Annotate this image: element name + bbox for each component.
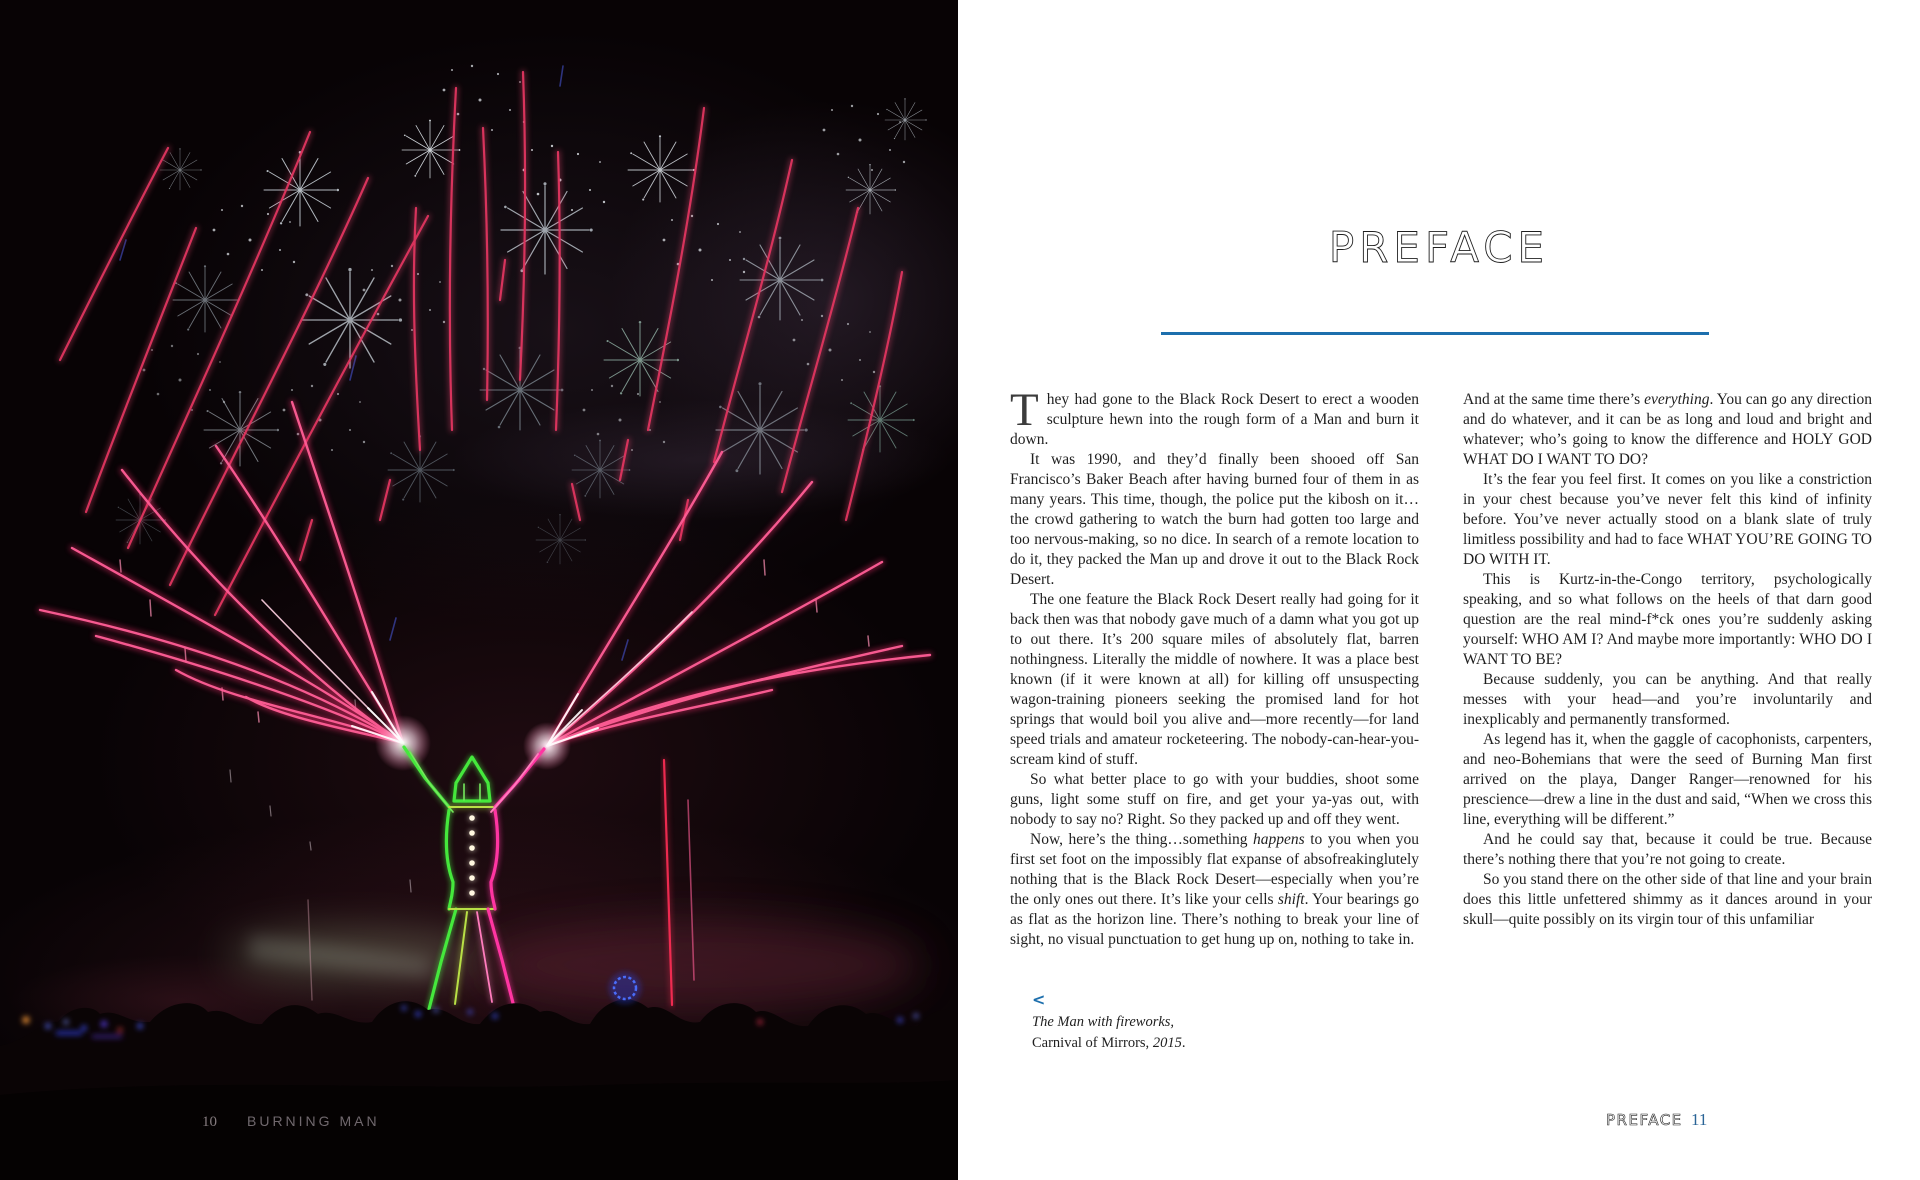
left-running-head: BURNING MAN xyxy=(247,1113,380,1129)
paragraph: Now, here’s the thing…something happens to you when you first set foot on the impossibly flat expanse of absofreakinglutely nothing that is the Black Rock Desert—especially when you’re the only ones out there. It’s like your cells shift. Your bearings go as flat as the horizon line. There’s nothing to break your line of sight, no visual punctuation to get hung up on, nothing to take in. xyxy=(1010,831,1419,948)
left-page-number: 10 xyxy=(202,1114,217,1130)
caption-line: Carnival of Mirrors, 2015. xyxy=(1032,1035,1186,1051)
photo-page xyxy=(0,0,958,1180)
right-page-number: 11 xyxy=(1691,1110,1708,1129)
caption-back-arrow-icon: < xyxy=(1032,990,1046,1009)
text-column-right xyxy=(1463,390,1872,950)
footer-chapter-label: PREFACE xyxy=(1606,1111,1683,1129)
fireworks-man-photo xyxy=(0,0,958,1180)
preface-body xyxy=(1010,384,1873,950)
paragraph: Because suddenly, you can be anything. And that really messes with your head—and you’re involuntarily and inexplicably and permanently transformed. xyxy=(1463,671,1872,728)
paragraph: It’s the fear you feel first. It comes on you like a constriction in your chest because you’ve never felt this kind of infinity before. You’ve never actually stood on a blank slate of truly limitless possibility and had to face WHAT YOU’RE GOING TO DO WITH IT. xyxy=(1463,471,1872,568)
paragraph: This is Kurtz-in-the-Congo territory, psychologically speaking, and so what follows on the heels of that darn good question are the real mind-f*ck ones you’re suddenly asking yourself: WHO AM I? And maybe more importantly: WHO DO I WANT TO BE? xyxy=(1463,571,1872,668)
paragraph: It was 1990, and they’d finally been shooed off San Francisco’s Baker Beach after having burned four of them in as many years. This time, though, the police put the kibosh on it…the crowd gathering to watch the burn had gotten too large and too nervous-making, so no dice. In search of a remote location to do it, they packed the Man up and drove it out to the Black Rock Desert. xyxy=(1010,451,1419,588)
caption-line: The Man with fireworks, xyxy=(1032,1014,1175,1030)
drop-cap: T xyxy=(1010,384,1039,436)
paragraph: So you stand there on the other side of that line and your brain does this little unfettered shimmy as it dances around in your skull—quite possibly on its virgin tour of this unfamiliar xyxy=(1463,871,1872,928)
preface-page xyxy=(958,0,1920,1180)
paragraph: And at the same time there’s everything. You can go any direction and do whatever, and it can be as long and loud and bright and whatever; who’s going to know the difference and HOLY GOD WHAT DO I WANT TO DO? xyxy=(1463,391,1873,468)
paragraph: As legend has it, when the gaggle of cacophonists, carpenters, and neo-Bohemians that were the seed of Burning Man first arrived on the playa, Danger Ranger—renowned for his prescience—drew a line in the dust and said, “When we cross this line, everything will be different.” xyxy=(1463,731,1872,828)
paragraph: They had gone to the Black Rock Desert to erect a wooden sculpture hewn into the rough form of a Man and burn it down. xyxy=(1010,384,1419,448)
title-rule xyxy=(1161,332,1709,335)
chapter-title-art xyxy=(958,212,1920,284)
footer-chapter-art xyxy=(1606,1108,1736,1134)
photo-caption xyxy=(1032,991,1185,1054)
paragraph: And he could say that, because it could be true. Because there’s nothing there that you’re not going to create. xyxy=(1463,831,1872,868)
paragraph: So what better place to go with your buddies, shoot some guns, light some stuff on fire, and get your ya-yas out, with nobody to say no? Right. So they packed up and off they went. xyxy=(1010,771,1419,828)
text-column-left xyxy=(1010,384,1419,950)
left-folio xyxy=(202,1113,380,1131)
chapter-title: PREFACE xyxy=(1328,223,1550,272)
caption-text xyxy=(1032,1012,1185,1054)
paragraph: The one feature the Black Rock Desert really had going for it back then was that nobody gave much of a damn what you got up to out there. It’s 200 square miles of absolutely flat, barren nothingness. Literally the middle of nowhere. It was a place best known (if it were known at all) for killing off unsuspecting wagon-training pioneers seeking the promised land for hot springs that would boil you alive and—more recently—for land speed trials and amateur rocketeering. The nobody-can-hear-you-scream kind of stuff. xyxy=(1010,591,1419,768)
